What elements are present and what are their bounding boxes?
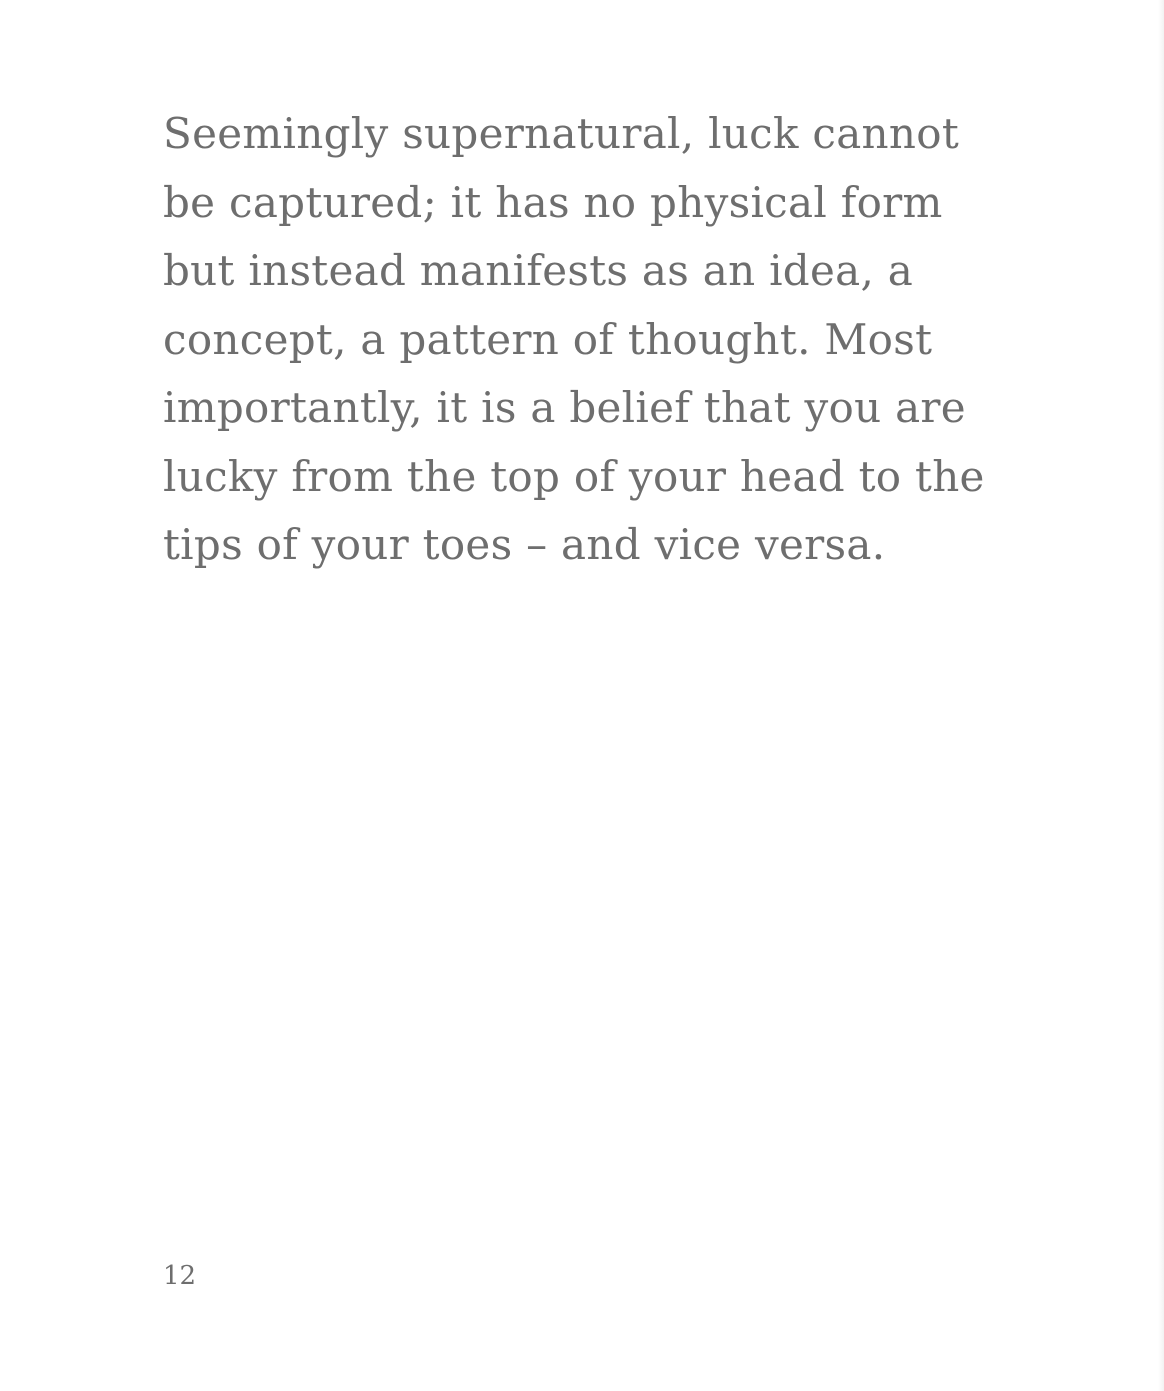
paragraph-line: be captured; it has no physical form <box>163 177 943 227</box>
paragraph-line: lucky from the top of your head to the <box>163 451 985 501</box>
paragraph-line: concept, a pattern of thought. Most <box>163 314 933 364</box>
paragraph-line: tips of your toes – and vice versa. <box>163 520 886 569</box>
body-paragraph <box>163 100 1063 580</box>
paragraph-line: importantly, it is a belief that you are <box>163 383 966 432</box>
page-number: 12 <box>163 1261 197 1291</box>
page-edge-shadow <box>1158 0 1164 1391</box>
paragraph-line: Seemingly supernatural, luck cannot <box>163 109 960 158</box>
paragraph-line: but instead manifests as an idea, a <box>163 246 914 295</box>
